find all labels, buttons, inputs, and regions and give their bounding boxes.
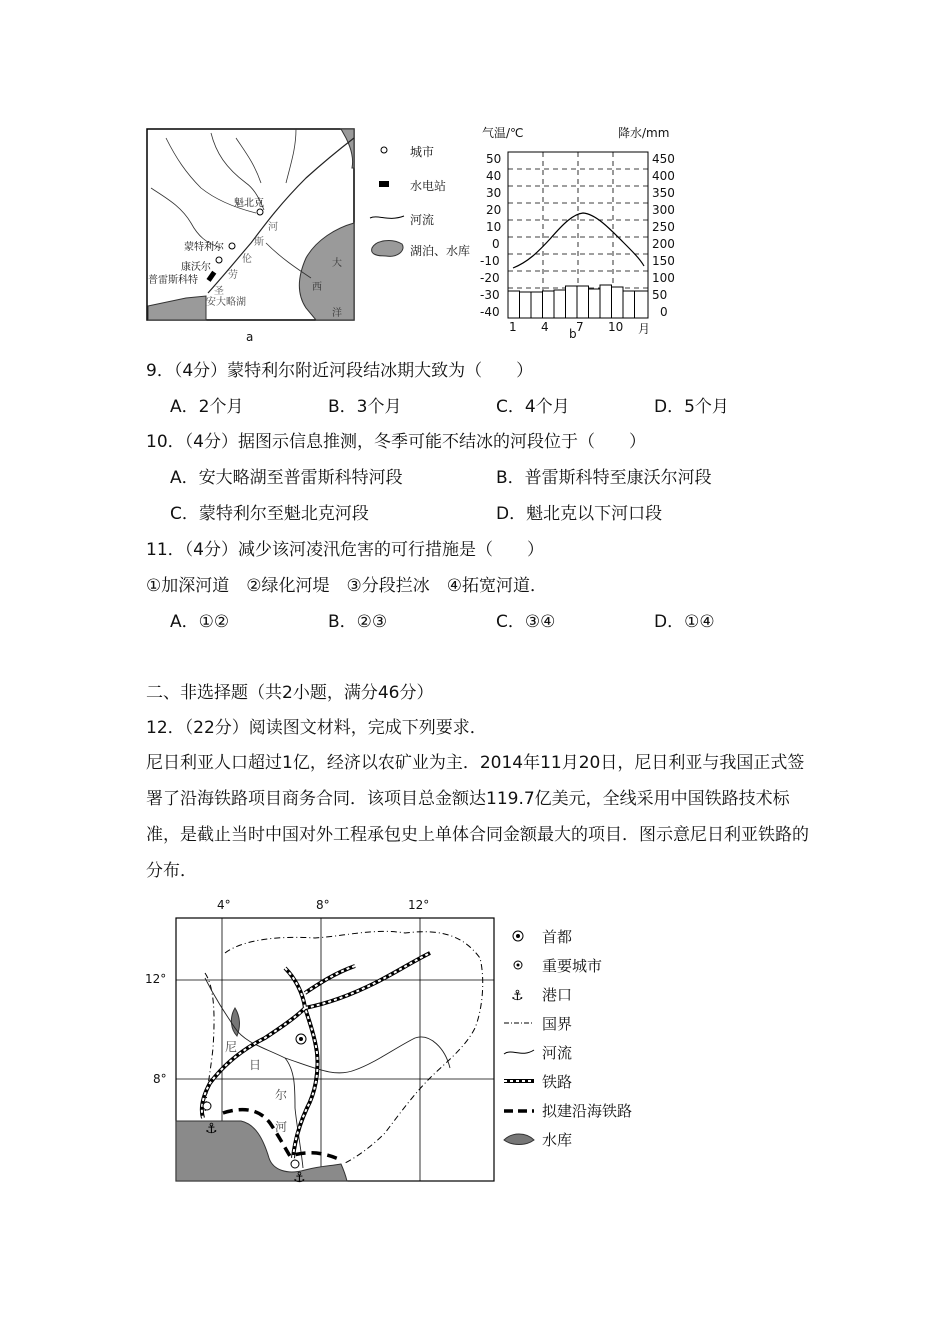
lat-label-12: 12° <box>145 972 167 986</box>
city-quebec-label: 魁北克 <box>234 198 264 209</box>
legend-proposed-railway: 拟建沿海铁路 <box>542 1102 633 1120</box>
q9-option-c: C．4个月 <box>496 397 570 417</box>
precip-tick: 150 <box>652 254 675 268</box>
lon-label-12: 12° <box>408 898 430 912</box>
ocean-char-3: 洋 <box>332 308 342 319</box>
precip-tick: 200 <box>652 237 675 251</box>
legend-lake: 湖泊、水库 <box>410 244 471 258</box>
river-icon <box>370 216 404 218</box>
temp-tick: 20 <box>486 203 502 217</box>
temp-tick: -40 <box>480 305 500 319</box>
river-char-2: 斯 <box>254 237 264 248</box>
city-cornwall-label: 康沃尔 <box>181 262 211 273</box>
city-prescott-label: 普雷斯科特 <box>148 275 198 286</box>
niger-river-char-1: 尼 <box>225 1040 238 1054</box>
ocean-char-2: 西 <box>312 282 322 293</box>
precip-tick: 250 <box>652 220 675 234</box>
month-tick: 1 <box>509 320 517 334</box>
q10-option-b: B．普雷斯科特至康沃尔河段 <box>496 468 712 488</box>
nigeria-map <box>145 898 500 1188</box>
q11-measures: ①加深河道 ②绿化河堤 ③分段拦冰 ④拓宽河道． <box>146 576 547 596</box>
temp-tick: 0 <box>492 237 500 251</box>
legend-border: 国界 <box>542 1015 573 1033</box>
temp-tick: -30 <box>480 288 500 302</box>
river-char-3: 伦 <box>242 254 252 265</box>
figure-b <box>478 124 678 336</box>
niger-river-char-4: 河 <box>275 1120 288 1134</box>
figure-c-legend <box>500 922 670 1162</box>
river-char-5: 圣 <box>214 286 224 297</box>
precip-tick: 450 <box>652 152 675 166</box>
svg-text:⚓: ⚓ <box>205 1121 218 1137</box>
niger-river-char-2: 日 <box>249 1058 262 1072</box>
month-tick: 7 <box>576 320 584 334</box>
temp-tick: 50 <box>486 152 502 166</box>
legend-capital: 首都 <box>542 928 573 946</box>
st-lawrence-map <box>146 128 356 323</box>
port-icon: ⚓ <box>511 988 524 1004</box>
q9-option-b: B．3个月 <box>328 397 402 417</box>
lake-icon <box>372 241 403 257</box>
month-tick: 10 <box>608 320 624 334</box>
ocean-char-1: 大 <box>332 258 342 269</box>
lon-label-4: 4° <box>217 898 231 912</box>
q11-option-d: D．①④ <box>654 612 715 632</box>
legend-city: 城市 <box>410 145 435 159</box>
precip-tick: 0 <box>660 305 668 319</box>
city-icon <box>381 147 387 153</box>
figure-c <box>145 898 500 1188</box>
q9-option-a: A．2个月 <box>170 397 244 417</box>
figure-b-caption: b <box>569 327 577 341</box>
river-char-1: 河 <box>268 222 278 233</box>
legend-reservoir: 水库 <box>542 1131 573 1149</box>
temp-axis-title: 气温/℃ <box>482 126 524 140</box>
legend-port: 港口 <box>542 986 573 1004</box>
q9-option-d: D．5个月 <box>654 397 729 417</box>
month-unit: 月 <box>638 322 651 336</box>
precip-axis-title: 降水/mm <box>618 126 670 140</box>
river-icon <box>504 1050 534 1054</box>
legend-river: 河流 <box>542 1044 573 1062</box>
city-montreal-label: 蒙特利尔 <box>184 242 224 253</box>
temp-tick: 40 <box>486 169 502 183</box>
q9-stem: 9．（4分）蒙特利尔附近河段结冰期大致为（ ） <box>146 361 534 381</box>
month-tick: 4 <box>541 320 549 334</box>
river-char-4: 劳 <box>228 270 238 281</box>
legend-railway: 铁路 <box>542 1073 573 1091</box>
q10-option-a: A．安大略湖至普雷斯科特河段 <box>170 468 403 488</box>
q12-stem: 12．（22分）阅读图文材料，完成下列要求． <box>146 718 487 738</box>
legend-important-city: 重要城市 <box>542 957 603 975</box>
q11-option-a: A．①② <box>170 612 230 632</box>
climate-chart <box>478 124 678 336</box>
section2-heading: 二、非选择题（共2小题，满分46分） <box>146 683 434 703</box>
temp-tick: 10 <box>486 220 502 234</box>
precip-tick: 350 <box>652 186 675 200</box>
temp-tick: -10 <box>480 254 500 268</box>
legend-river: 河流 <box>410 213 435 227</box>
q12-paragraph: 尼日利亚人口超过1亿，经济以农矿业为主．2014年11月20日，尼日利亚与我国正式签署了沿海铁路项目商务合同．该项目总金额达119.7亿美元，全线采用中国铁路技术标准，是截止当时中国对外工程承包史上单体合同金额最大的项目．图示意尼日利亚铁路的分布． <box>146 753 809 881</box>
precip-tick: 50 <box>652 288 668 302</box>
q11-option-c: C．③④ <box>496 612 556 632</box>
precip-tick: 100 <box>652 271 675 285</box>
q10-stem: 10．（4分）据图示信息推测，冬季可能不结冰的河段位于（ ） <box>146 432 646 452</box>
lon-label-8: 8° <box>316 898 330 912</box>
lake-ontario-label: 安大略湖 <box>206 297 246 308</box>
precip-tick: 300 <box>652 203 675 217</box>
legend-hydropower: 水电站 <box>410 179 447 193</box>
reservoir-icon <box>504 1134 534 1145</box>
svg-text:⚓: ⚓ <box>293 1170 306 1186</box>
hydropower-icon <box>379 181 389 187</box>
figure-a-legend <box>368 138 478 278</box>
q11-option-b: B．②③ <box>328 612 388 632</box>
figure-a <box>146 128 356 323</box>
q11-stem: 11．（4分）减少该河凌汛危害的可行措施是（ ） <box>146 540 544 560</box>
lat-label-8: 8° <box>153 1072 167 1086</box>
q10-option-d: D．魁北克以下河口段 <box>496 504 663 524</box>
niger-river-char-3: 尔 <box>275 1088 288 1102</box>
q10-option-c: C．蒙特利尔至魁北克河段 <box>170 504 369 524</box>
figure-a-caption: a <box>246 330 254 344</box>
precip-tick: 400 <box>652 169 675 183</box>
temp-tick: -20 <box>480 271 500 285</box>
temp-tick: 30 <box>486 186 502 200</box>
